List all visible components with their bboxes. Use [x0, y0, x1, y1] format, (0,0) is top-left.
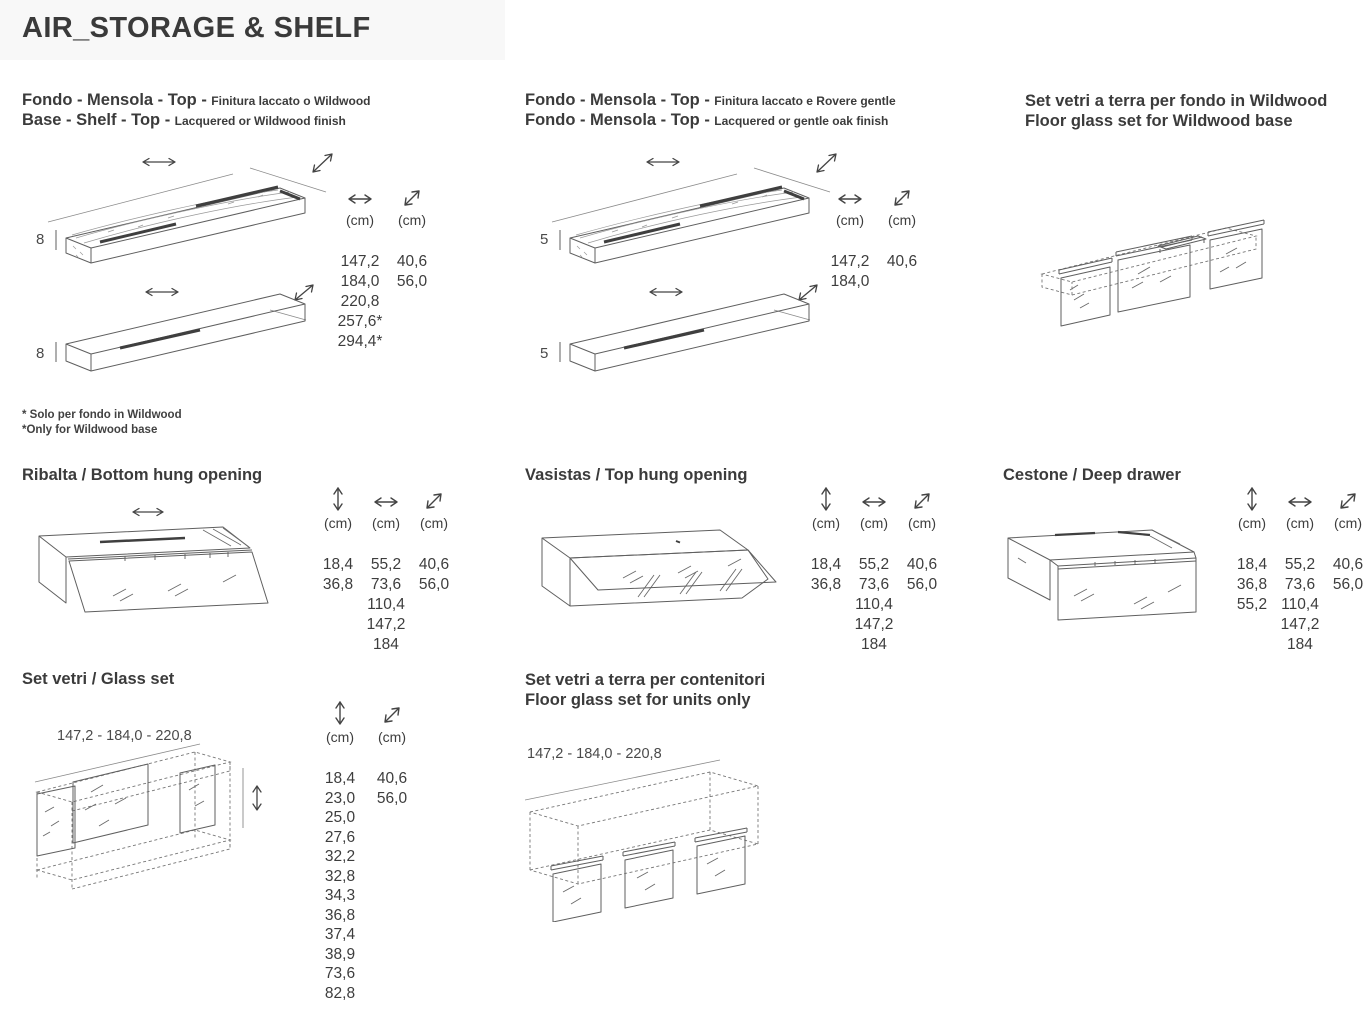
section-header-glass-set — [22, 670, 174, 689]
section-header-base-shelf-wildwood — [22, 91, 371, 131]
depth-arrow-icon — [401, 183, 423, 209]
height-column — [1230, 486, 1274, 655]
range-label: 147,2 - 184,0 - 220,8 — [57, 728, 192, 744]
unit-label: (cm) — [812, 515, 840, 531]
top-hatch — [1150, 534, 1180, 548]
oak-shelf-top-diagram — [532, 148, 844, 280]
shelf-outline — [570, 188, 809, 263]
height-values — [325, 769, 355, 1003]
dimension-value: 110,4 — [367, 596, 405, 613]
dimension-value: 27,6 — [324, 828, 356, 846]
dimension-value: 110,4 — [855, 596, 893, 613]
dimension-value: 36,8 — [810, 576, 842, 593]
dimension-value: 40,6 — [1332, 556, 1364, 573]
dimension-value: 257,6* — [337, 313, 383, 330]
depth-column — [412, 486, 456, 655]
depth-column — [388, 183, 436, 352]
dimension-value: 55,2 — [370, 556, 402, 573]
section-header-floor-glass-wildwood — [1025, 91, 1327, 131]
dimension-value: 55,2 — [1236, 596, 1268, 613]
flap-door — [570, 550, 776, 590]
vasistas-diagram — [528, 500, 818, 630]
dimension-value: 34,3 — [324, 887, 356, 904]
dimension-value: 38,9 — [324, 945, 356, 963]
dimension-value: 56,0 — [396, 273, 428, 290]
shelf-led-strips — [100, 187, 300, 242]
height-column — [316, 486, 360, 655]
glass-set-diagram — [25, 700, 325, 905]
dimension-value: 40,6 — [886, 253, 918, 270]
top-vent-strip — [100, 538, 185, 542]
width-values — [367, 555, 406, 655]
thickness-value: 5 — [540, 231, 549, 248]
flap-door — [69, 552, 268, 612]
unit-label: (cm) — [326, 729, 354, 745]
dimension-value: 55,2 — [1284, 556, 1316, 573]
dimension-lines — [48, 168, 326, 222]
glass-set-dimensions-table — [316, 700, 416, 1003]
heading: Set vetri / Glass set — [22, 670, 175, 688]
open-gap-hatch — [203, 528, 249, 547]
height-arrow-icon — [819, 486, 833, 512]
heading-it: Fondo - Mensola - Top - — [525, 91, 710, 109]
width-column — [364, 486, 408, 655]
section-header-vasistas — [525, 466, 747, 485]
dimension-value: 18,4 — [322, 556, 354, 573]
width-arrow-icon — [1286, 486, 1314, 512]
dimension-value: 37,4 — [324, 926, 356, 943]
unit-label: (cm) — [860, 515, 888, 531]
heading-en: Floor glass set for Wildwood base — [1025, 112, 1293, 130]
unit-label: (cm) — [378, 729, 406, 745]
dimension-value: 147,2 — [366, 616, 406, 633]
dimension-value: 18,4 — [1236, 556, 1268, 573]
floor-glass-units-diagram — [525, 742, 865, 922]
depth-values — [907, 555, 937, 595]
dimension-value: 25,0 — [324, 809, 356, 826]
width-arrow-icon — [143, 159, 175, 166]
width-values — [338, 252, 383, 352]
dimension-value: 73,6 — [324, 965, 356, 982]
depth-values — [377, 769, 407, 808]
dimension-value: 184 — [1287, 636, 1313, 653]
depth-arrow-icon — [313, 154, 332, 172]
heading-it-sub: Finitura laccato o Wildwood — [211, 94, 371, 108]
cestone-dimensions-table — [1230, 486, 1370, 655]
cabinet-outline — [39, 527, 252, 603]
depth-dimension-line — [774, 310, 810, 320]
heading: Vasistas / Top hung opening — [525, 466, 748, 484]
shelf-led-strip — [624, 330, 704, 348]
heading-en: Fondo - Mensola - Top - — [525, 111, 710, 129]
dimension-value: 220,8 — [340, 293, 380, 310]
dimension-value: 110,4 — [1281, 596, 1319, 613]
dimension-value: 40,6 — [418, 556, 450, 573]
dimension-value: 32,2 — [324, 848, 356, 865]
wildwood-dimensions-table — [336, 183, 436, 352]
width-arrow-icon — [647, 159, 679, 166]
width-arrow-icon — [650, 289, 682, 296]
dimension-value: 73,6 — [370, 576, 402, 593]
width-arrow-icon — [372, 486, 400, 512]
depth-arrow-icon — [295, 285, 313, 300]
glass-shine-marks — [1018, 558, 1181, 609]
height-values — [1237, 555, 1267, 615]
unit-label: (cm) — [908, 515, 936, 531]
height-arrow-icon — [253, 786, 261, 810]
depth-arrow-icon — [911, 486, 933, 512]
footnote-en: *Only for Wildwood base — [22, 424, 158, 436]
glass-panels — [37, 764, 215, 856]
dimension-value: 147,2 — [854, 616, 894, 633]
width-arrow-icon — [146, 289, 178, 296]
height-arrow-icon — [333, 700, 347, 726]
dimension-value: 32,8 — [324, 867, 356, 885]
depth-column — [900, 486, 944, 655]
vasistas-dimensions-table — [804, 486, 944, 655]
page-title: AIR_STORAGE & SHELF — [22, 12, 371, 44]
dimension-value: 40,6 — [396, 253, 428, 270]
heading-en-sub: Lacquered or Wildwood finish — [174, 114, 346, 128]
dimension-value: 184,0 — [340, 273, 380, 290]
depth-values — [887, 252, 917, 272]
depth-arrow-icon — [817, 154, 836, 172]
shelf-led-strips — [604, 187, 804, 242]
wildwood-shelf-bottom-diagram — [28, 282, 340, 400]
wildwood-footnote — [22, 408, 182, 438]
height-arrow-icon — [1245, 486, 1259, 512]
dimension-value: 56,0 — [1332, 576, 1364, 593]
dimension-value: 147,2 — [1280, 616, 1320, 633]
depth-dimension-line — [270, 310, 306, 320]
height-column — [316, 700, 364, 1003]
height-arrow-icon — [331, 486, 345, 512]
thickness-label — [540, 342, 560, 362]
dimension-value: 23,0 — [324, 789, 356, 807]
depth-values — [397, 252, 427, 292]
dimension-value: 36,8 — [1236, 576, 1268, 593]
depth-column — [368, 700, 416, 1003]
heading-it-sub: Finitura laccato e Rovere gentle — [714, 94, 896, 108]
unit-label: (cm) — [836, 212, 864, 228]
dimension-value: 56,0 — [418, 576, 450, 593]
dimension-value: 82,8 — [324, 984, 356, 1002]
ribalta-dimensions-table — [316, 486, 456, 655]
unit-label: (cm) — [398, 212, 426, 228]
oak-dimensions-table — [826, 183, 926, 292]
dashed-unit-outline — [37, 752, 230, 889]
section-header-cestone — [1003, 466, 1181, 485]
dimension-value: 184,0 — [830, 273, 870, 290]
depth-column — [1326, 486, 1370, 655]
wood-grain — [576, 190, 802, 257]
dimension-value: 73,6 — [858, 576, 890, 593]
glass-shine-marks — [563, 858, 725, 904]
glass-panels — [1059, 220, 1264, 326]
width-dimension-line — [525, 760, 720, 800]
glass-shine-marks — [1070, 248, 1246, 308]
height-column — [804, 486, 848, 655]
dimension-value: 56,0 — [376, 789, 408, 807]
wood-grain — [72, 190, 298, 257]
ribalta-diagram — [25, 500, 315, 630]
heading: Cestone / Deep drawer — [1003, 466, 1181, 484]
dimension-value: 184 — [861, 636, 887, 653]
range-label: 147,2 - 184,0 - 220,8 — [527, 746, 662, 762]
thickness-label — [36, 342, 56, 362]
depth-values — [1333, 555, 1363, 595]
height-values — [323, 555, 353, 595]
cabinet-outline — [542, 530, 768, 606]
glass-panels — [551, 828, 747, 922]
cestone-diagram — [1000, 520, 1245, 635]
dimension-value: 40,6 — [376, 770, 408, 787]
thickness-value: 8 — [36, 345, 45, 362]
dimension-value: 147,2 — [340, 253, 380, 270]
thickness-value: 5 — [540, 345, 549, 362]
unit-label: (cm) — [372, 515, 400, 531]
width-column — [336, 183, 384, 352]
section-header-base-shelf-oak — [525, 91, 896, 131]
unit-label: (cm) — [1286, 515, 1314, 531]
depth-arrow-icon — [891, 183, 913, 209]
dimension-value: 55,2 — [858, 556, 890, 573]
thickness-label — [36, 230, 56, 250]
shelf-led-strip — [120, 330, 200, 348]
dimension-value: 73,6 — [1284, 576, 1316, 593]
dimension-value: 294,4* — [337, 333, 383, 350]
handle-mark — [676, 541, 680, 543]
section-header-ribalta — [22, 466, 262, 485]
depth-column — [878, 183, 926, 292]
drawer-front — [1050, 552, 1196, 620]
dashed-base-outline — [1042, 228, 1256, 295]
depth-arrow-icon — [799, 285, 817, 300]
heading-it: Set vetri a terra per contenitori — [525, 671, 766, 689]
unit-label: (cm) — [420, 515, 448, 531]
dimension-value: 184 — [373, 636, 399, 653]
unit-label: (cm) — [1334, 515, 1362, 531]
dimension-value: 36,8 — [324, 906, 356, 924]
width-column — [826, 183, 874, 292]
glass-shine-marks — [623, 559, 741, 583]
width-values — [855, 555, 894, 655]
dimension-value: 18,4 — [810, 556, 842, 573]
dimension-value: 147,2 — [830, 253, 870, 270]
dimension-value: 40,6 — [906, 556, 938, 573]
oak-shelf-bottom-diagram — [532, 282, 844, 400]
depth-arrow-icon — [381, 700, 403, 726]
wildwood-shelf-top-diagram — [28, 148, 340, 280]
width-arrow-icon — [346, 183, 374, 209]
heading-it: Fondo - Mensola - Top - — [22, 91, 207, 109]
depth-arrow-icon — [1337, 486, 1359, 512]
unit-label: (cm) — [346, 212, 374, 228]
width-column — [852, 486, 896, 655]
width-values — [1281, 555, 1320, 655]
thickness-label — [540, 230, 560, 250]
dimension-lines — [552, 168, 830, 222]
heading-en: Base - Shelf - Top - — [22, 111, 171, 129]
height-values — [811, 555, 841, 595]
width-arrow-icon — [133, 509, 163, 516]
interior-dividers — [638, 569, 742, 597]
width-arrow-icon — [836, 183, 864, 209]
width-values — [831, 252, 870, 292]
width-column — [1278, 486, 1322, 655]
heading-en-sub: Lacquered or gentle oak finish — [714, 114, 889, 128]
unit-label: (cm) — [324, 515, 352, 531]
floor-glass-wildwood-diagram — [1030, 212, 1370, 347]
heading-it: Set vetri a terra per fondo in Wildwood — [1025, 92, 1328, 110]
section-header-floor-glass-units — [525, 670, 765, 710]
thickness-value: 8 — [36, 231, 45, 248]
shelf-outline — [66, 188, 305, 263]
unit-label: (cm) — [888, 212, 916, 228]
footnote-it: * Solo per fondo in Wildwood — [22, 409, 182, 421]
glass-shine-marks — [113, 575, 236, 601]
heading-en: Floor glass set for units only — [525, 691, 751, 709]
depth-values — [419, 555, 449, 595]
dimension-value: 56,0 — [906, 576, 938, 593]
depth-arrow-icon — [423, 486, 445, 512]
dimension-value: 36,8 — [322, 576, 354, 593]
cabinet-outline — [1008, 530, 1194, 600]
width-arrow-icon — [860, 486, 888, 512]
dimension-value: 18,4 — [324, 770, 356, 787]
heading: Ribalta / Bottom hung opening — [22, 466, 263, 484]
unit-label: (cm) — [1238, 515, 1266, 531]
